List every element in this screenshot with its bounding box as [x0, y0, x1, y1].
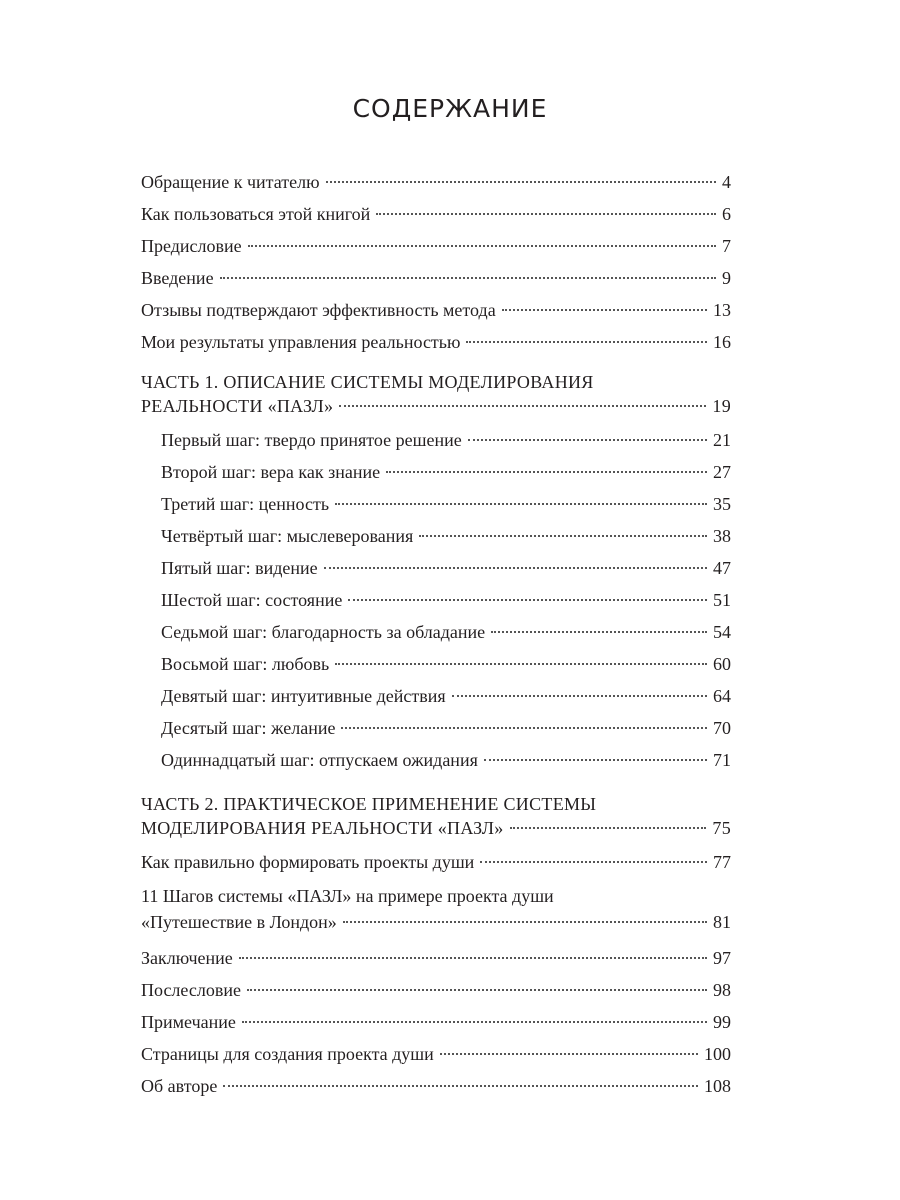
toc-entry-title: Послесловие [141, 980, 241, 1000]
toc-entry-project-pages[interactable] [141, 1038, 731, 1070]
toc-entry-title: Как пользоваться этой книгой [141, 204, 371, 224]
toc-entry-conclusion[interactable] [141, 942, 731, 974]
toc-page-number: 4 [722, 172, 731, 192]
toc-entry-title-line-with-page [141, 908, 731, 936]
toc-entry-form-projects[interactable] [141, 846, 731, 878]
dot-leader [484, 759, 707, 761]
toc-page-number: 38 [713, 526, 731, 546]
toc-page-number: 100 [704, 1044, 731, 1064]
toc-step-1[interactable] [141, 424, 731, 456]
toc-part-title-line-with-page [141, 394, 731, 418]
toc-step-2[interactable] [141, 456, 731, 488]
toc-entry-title: Седьмой шаг: благодарность за обладание [161, 622, 486, 642]
dot-leader [502, 309, 707, 311]
toc-entry-title: Страницы для создания проекта души [141, 1044, 434, 1064]
toc-page-number: 13 [713, 300, 731, 320]
toc-page-number: 70 [713, 718, 731, 738]
toc-page-number: 75 [712, 818, 731, 838]
toc-entry-title: Пятый шаг: видение [161, 558, 318, 578]
toc-entry-title-line: «Путешествие в Лондон» [141, 912, 337, 932]
toc-page-number: 7 [722, 236, 731, 256]
toc-part-title-line: МОДЕЛИРОВАНИЯ РЕАЛЬНОСТИ «ПАЗЛ» [141, 818, 504, 838]
toc-entry-title: Обращение к читателю [141, 172, 320, 192]
toc-entry-title: Второй шаг: вера как знание [161, 462, 381, 482]
toc-entry-note[interactable] [141, 1006, 731, 1038]
dot-leader [335, 663, 707, 665]
toc-entry-title: Отзывы подтверждают эффективность метода [141, 300, 496, 320]
toc-step-10[interactable] [141, 712, 731, 744]
toc-entry-about-author[interactable] [141, 1070, 731, 1102]
toc-step-4[interactable] [141, 520, 731, 552]
toc-entry-title: Предисловие [141, 236, 242, 256]
toc-part-title-line: ЧАСТЬ 1. ОПИСАНИЕ СИСТЕМЫ МОДЕЛИРОВАНИЯ [141, 372, 594, 392]
toc-entry-afterword[interactable] [141, 974, 731, 1006]
toc-entry-title: Первый шаг: твердо принятое решение [161, 430, 462, 450]
toc-entry-title: Примечание [141, 1012, 236, 1032]
toc-part-1[interactable] [141, 370, 731, 418]
toc-step-9[interactable] [141, 680, 731, 712]
toc-page-number: 27 [713, 462, 731, 482]
toc-part-title-line: РЕАЛЬНОСТИ «ПАЗЛ» [141, 396, 334, 416]
toc-page-number: 81 [713, 912, 731, 932]
dot-leader [480, 861, 707, 863]
dot-leader [223, 1085, 698, 1087]
toc-entry-title: Восьмой шаг: любовь [161, 654, 330, 674]
toc-entry-introduction[interactable] [141, 262, 731, 294]
toc-step-6[interactable] [141, 584, 731, 616]
dot-leader [386, 471, 707, 473]
toc-page-number: 21 [713, 430, 731, 450]
toc-entry-title: Об авторе [141, 1076, 218, 1096]
toc-page-number: 98 [713, 980, 731, 1000]
dot-leader [468, 439, 707, 441]
dot-leader [466, 341, 707, 343]
toc-step-11[interactable] [141, 744, 731, 776]
toc-step-5[interactable] [141, 552, 731, 584]
toc-page-number: 64 [713, 686, 731, 706]
toc-page-number: 97 [713, 948, 731, 968]
dot-leader [242, 1021, 707, 1023]
table-of-contents [141, 166, 731, 1102]
toc-entry-how-to-use[interactable] [141, 198, 731, 230]
toc-entry-title-line: 11 Шагов системы «ПАЗЛ» на примере проекта души [141, 886, 554, 906]
toc-entry-appeal[interactable] [141, 166, 731, 198]
toc-page-number: 9 [722, 268, 731, 288]
toc-page-number: 6 [722, 204, 731, 224]
toc-part-2[interactable] [141, 792, 731, 840]
toc-entry-reviews[interactable] [141, 294, 731, 326]
dot-leader [376, 213, 716, 215]
dot-leader [452, 695, 707, 697]
toc-page-number: 99 [713, 1012, 731, 1032]
dot-leader [220, 277, 716, 279]
dot-leader [239, 957, 707, 959]
toc-entry-eleven-steps[interactable] [141, 884, 731, 936]
dot-leader [341, 727, 707, 729]
dot-leader [339, 405, 706, 407]
toc-page-number: 16 [713, 332, 731, 352]
toc-page-number: 47 [713, 558, 731, 578]
dot-leader [419, 535, 707, 537]
dot-leader [343, 921, 707, 923]
toc-page-number: 108 [704, 1076, 731, 1096]
toc-entry-title: Третий шаг: ценность [161, 494, 330, 514]
toc-entry-title: Четвёртый шаг: мыслеверования [161, 526, 414, 546]
dot-leader [248, 245, 716, 247]
toc-entry-title: Шестой шаг: состояние [161, 590, 343, 610]
page-title: СОДЕРЖАНИЕ [352, 94, 548, 123]
dot-leader [335, 503, 707, 505]
toc-step-3[interactable] [141, 488, 731, 520]
dot-leader [348, 599, 707, 601]
toc-entry-title: Заключение [141, 948, 233, 968]
toc-entry-title: Введение [141, 268, 214, 288]
toc-page-number: 51 [713, 590, 731, 610]
toc-entry-title: Десятый шаг: желание [161, 718, 336, 738]
toc-page-number: 19 [712, 396, 731, 416]
dot-leader [247, 989, 707, 991]
toc-page-number: 60 [713, 654, 731, 674]
toc-entry-title: Мои результаты управления реальностью [141, 332, 461, 352]
dot-leader [324, 567, 707, 569]
toc-page-number: 71 [713, 750, 731, 770]
toc-part-title-line-with-page [141, 816, 731, 840]
dot-leader [440, 1053, 698, 1055]
toc-entry-title: Одиннадцатый шаг: отпускаем ожидания [161, 750, 478, 770]
dot-leader [491, 631, 707, 633]
toc-entry-preface[interactable] [141, 230, 731, 262]
toc-page-number: 54 [713, 622, 731, 642]
toc-entry-my-results[interactable] [141, 326, 731, 358]
dot-leader [510, 827, 707, 829]
toc-step-8[interactable] [141, 648, 731, 680]
toc-part-title-line: ЧАСТЬ 2. ПРАКТИЧЕСКОЕ ПРИМЕНЕНИЕ СИСТЕМЫ [141, 794, 597, 814]
toc-step-7[interactable] [141, 616, 731, 648]
toc-page-number: 35 [713, 494, 731, 514]
toc-page-number: 77 [713, 852, 731, 872]
toc-entry-title: Девятый шаг: интуитивные действия [161, 686, 446, 706]
dot-leader [326, 181, 716, 183]
toc-entry-title: Как правильно формировать проекты души [141, 852, 475, 872]
